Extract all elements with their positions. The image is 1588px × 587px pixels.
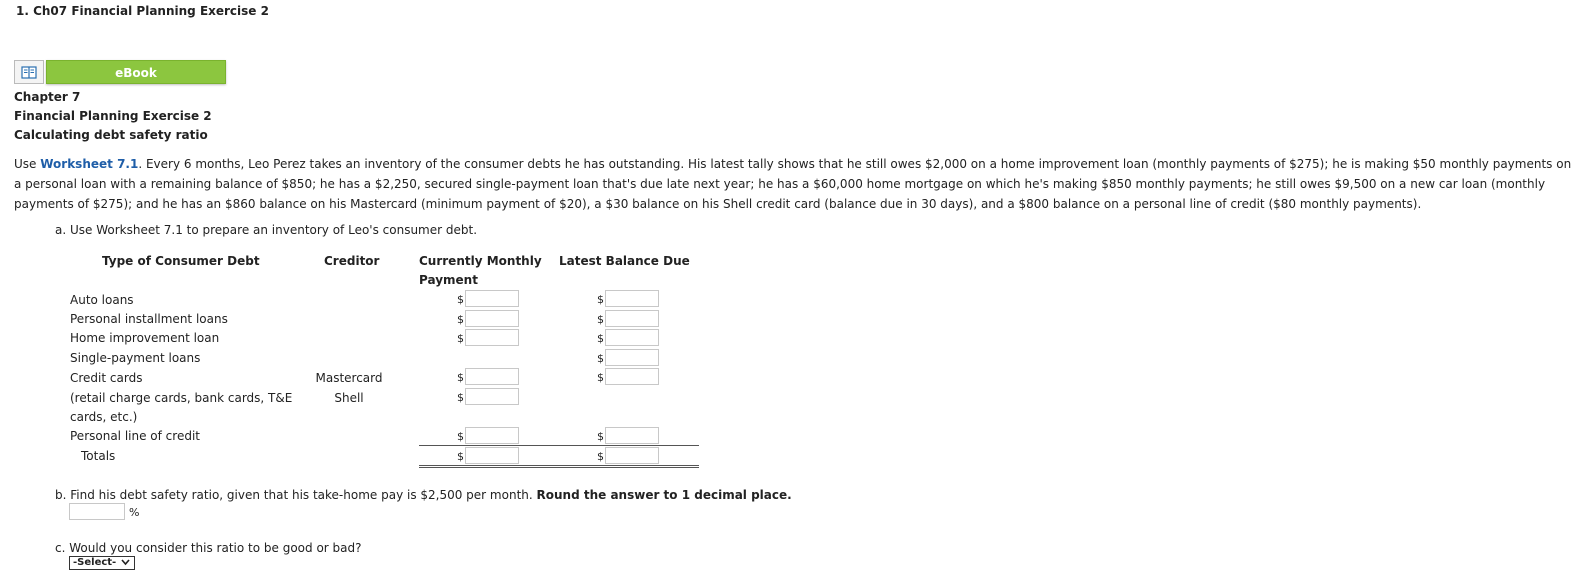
totals-double-rule-2: [419, 467, 699, 468]
row-label-single: Single-payment loans: [70, 351, 201, 365]
monthly-payment-home-input[interactable]: [465, 329, 519, 346]
monthly-payment-total-input[interactable]: [465, 447, 519, 464]
totals-double-rule-1: [419, 465, 699, 466]
header-balance: Latest Balance Due: [559, 254, 690, 268]
good-bad-select[interactable]: [69, 556, 135, 570]
part-c-prompt: c. Would you consider this ratio to be good or bad?: [55, 541, 362, 555]
balance-mastercard-input[interactable]: [605, 368, 659, 385]
paragraph-prefix: Use: [14, 157, 41, 171]
header-monthly-1: Currently Monthly: [419, 254, 542, 268]
currency-symbol: $: [457, 450, 464, 463]
debt-safety-ratio-input[interactable]: [69, 503, 125, 520]
monthly-payment-mastercard-input[interactable]: [465, 368, 519, 385]
topic-heading: Calculating debt safety ratio: [14, 128, 208, 142]
creditor-shell: Shell: [334, 391, 364, 405]
currency-symbol: $: [597, 450, 604, 463]
balance-single-input[interactable]: [605, 349, 659, 366]
part-b-prompt: [55, 488, 792, 502]
currency-symbol: $: [457, 332, 464, 345]
exercise-heading: Financial Planning Exercise 2: [14, 109, 212, 123]
balance-home-input[interactable]: [605, 329, 659, 346]
totals-top-rule: [419, 445, 699, 446]
currency-symbol: $: [597, 293, 604, 306]
currency-symbol: $: [597, 332, 604, 345]
part-a-prompt: a. Use Worksheet 7.1 to prepare an inventory of Leo's consumer debt.: [55, 223, 478, 237]
select-value: -Select-: [73, 557, 117, 568]
currency-symbol: $: [457, 371, 464, 384]
row-label-line-of-credit: Personal line of credit: [70, 429, 200, 443]
currency-symbol: $: [597, 313, 604, 326]
row-label-auto: Auto loans: [70, 293, 134, 307]
book-icon[interactable]: [14, 60, 44, 84]
question-title: 1. Ch07 Financial Planning Exercise 2: [16, 4, 269, 18]
part-b-instruction: Round the answer to 1 decimal place.: [536, 488, 792, 502]
monthly-payment-line-of-credit-input[interactable]: [465, 427, 519, 444]
row-label-personal: Personal installment loans: [70, 312, 228, 326]
row-label-retail-2: cards, etc.): [70, 410, 138, 424]
currency-symbol: $: [457, 313, 464, 326]
header-type: Type of Consumer Debt: [102, 254, 260, 268]
monthly-payment-auto-input[interactable]: [465, 290, 519, 307]
part-b-question: b. Find his debt safety ratio, given that his take-home pay is $2,500 per month.: [55, 488, 537, 502]
ebook-widget: [14, 60, 226, 84]
row-label-home: Home improvement loan: [70, 331, 220, 345]
balance-line-of-credit-input[interactable]: [605, 427, 659, 444]
currency-symbol: $: [457, 391, 464, 404]
balance-total-input[interactable]: [605, 447, 659, 464]
monthly-payment-shell-input[interactable]: [465, 388, 519, 405]
balance-personal-input[interactable]: [605, 310, 659, 327]
currency-symbol: $: [597, 352, 604, 365]
chevron-down-icon: [121, 557, 130, 571]
row-label-totals: Totals: [81, 449, 116, 463]
worksheet-link[interactable]: Worksheet 7.1: [40, 157, 139, 171]
chapter-heading: Chapter 7: [14, 90, 81, 104]
currency-symbol: $: [597, 430, 604, 443]
row-label-retail-1: (retail charge cards, bank cards, T&E: [70, 391, 293, 405]
percent-sign: %: [129, 506, 140, 519]
problem-paragraph: [14, 154, 1574, 214]
row-label-credit: Credit cards: [70, 371, 143, 385]
paragraph-text: . Every 6 months, Leo Perez takes an inventory of the consumer debts he has outstanding. His latest tally shows that he still owes $2,000 on a home improvement loan (monthly payments of $275); he is making $50 monthly payments on a personal loan with a remaining balance of $850; he has a $2,250, secured single-payment loan that's due late next year; he has a $60,000 home mortgage on which he's making $850 monthly payments; he still owes $9,500 on a new car loan (monthly payments of $275); and he has an $860 balance on his Mastercard (minimum payment of $20), a $30 balance on his Shell credit card (balance due in 30 days), and a $800 balance on a personal line of credit ($80 monthly payments).: [14, 157, 1572, 211]
currency-symbol: $: [597, 371, 604, 384]
creditor-mastercard: Mastercard: [315, 371, 383, 385]
currency-symbol: $: [457, 293, 464, 306]
header-creditor: Creditor: [324, 254, 380, 268]
currency-symbol: $: [457, 430, 464, 443]
header-monthly-2: Payment: [419, 273, 478, 287]
balance-auto-input[interactable]: [605, 290, 659, 307]
monthly-payment-personal-input[interactable]: [465, 310, 519, 327]
ebook-button[interactable]: eBook: [46, 60, 226, 84]
